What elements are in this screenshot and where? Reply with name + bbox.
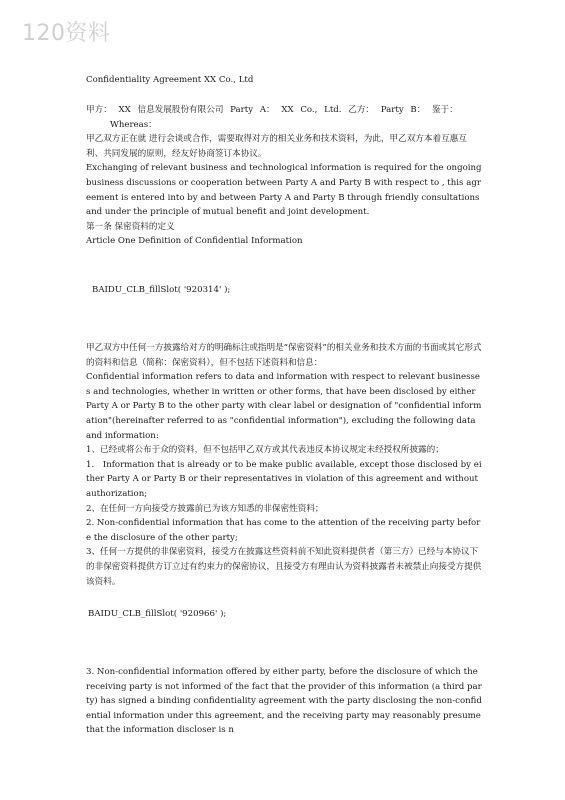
document-title: Confidentiality Agreement XX Co., Ltd — [86, 75, 254, 85]
parties-block — [86, 103, 482, 249]
item-1-english: 1． Information that is already or to be make public available, except those disclosed by either Party A or Party B or their representatives in violation of this agreement and without authorization; — [86, 459, 482, 499]
ad-slot-script-2: BAIDU_CLB_fillSlot( '920966' ); — [88, 609, 227, 619]
whereas-label: Whereas： — [110, 119, 157, 130]
item-3-english: 3. Non-confidential information offered by either party, before the disclosure of which the receiving party is not informed of the fact that the provider of this information (a third party) has signed a binding confidentiality agreement with the party disclosing the non-confidential information under this agreement, and the receiving party may reasonably presume that the information discloser is n — [86, 667, 482, 736]
watermark-logo: 120资料 — [22, 21, 111, 46]
definition-english: Confidential information refers to data and information with respect to relevant businesses and technologies, whether in written or other forms, that have been disclosed by either Party A or Party B to the other party with clear label or designation of "confidential information"(hereinafter referred to as "confidential information"), excluding the following data and information: — [86, 372, 482, 441]
article-one-chinese: 第一条 保密资料的定义 — [86, 221, 175, 232]
parties-line: 甲方： XX 信息发展股份有限公司 Party A： XX Co., Ltd. 乙方： Party B： 鉴于： — [86, 105, 458, 115]
item-2-english: 2. Non-confidential information that has come to the attention of the receiving party before the disclosure of the other party; — [86, 518, 481, 543]
definition-block — [86, 341, 482, 589]
item-3-chinese: 3、任何一方提供的非保密资料，接受方在披露这些资料前不知此资料提供者（第三方）已经与本协议下的非保密资料提供方订立过有约束力的保密协议，且接受方有理由认为资料披露者未被禁止向接受方提供该资料。 — [86, 547, 482, 587]
article-one-english: Article One Definition of Confidential Information — [86, 236, 303, 247]
intro-english: Exchanging of relevant business and technological information is required for the ongoing business discussions or cooperation between Party A and Party B with respect to , this agreement is entered into by and between Party A and Party B through friendly consultations and under the principle of mutual benefit and joint development. — [86, 163, 482, 218]
item-2-chinese: 2、在任何一方向接受方披露前已为该方知悉的非保密性资料； — [86, 503, 324, 514]
ad-slot-script-1: BAIDU_CLB_fillSlot( '920314' ); — [92, 285, 231, 295]
intro-chinese: 甲乙双方正在就 进行会谈或合作，需要取得对方的相关业务和技术资料，为此，甲乙双方本着互惠互利、共同发展的原则，经友好协商签订本协议。 — [86, 134, 467, 159]
item-3-english-block — [86, 665, 482, 738]
definition-chinese: 甲乙双方中任何一方披露给对方的明确标注或指明是“保密资料”的相关业务和技术方面的书面或其它形式的资料和信息（简称：保密资料），但不包括下述资料和信息： — [86, 343, 482, 368]
item-1-chinese: 1、已经或将公布于众的资料，但不包括甲乙双方或其代表违反本协议规定未经授权所披露的； — [86, 445, 444, 456]
